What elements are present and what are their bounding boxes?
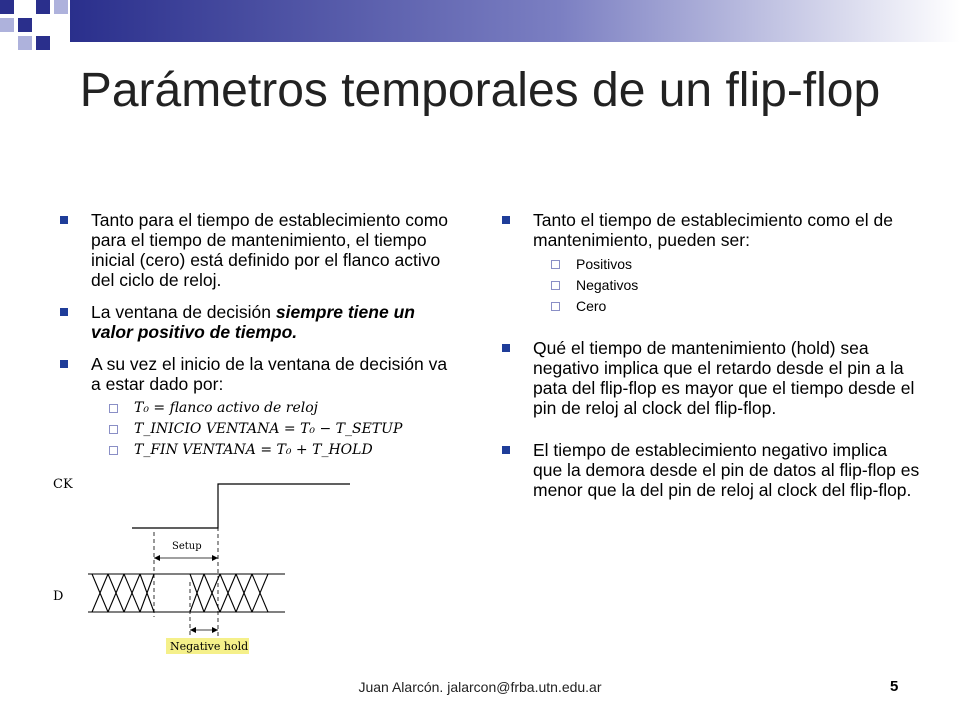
header-gradient bbox=[0, 0, 960, 50]
setup-arrow-head-right bbox=[212, 555, 218, 561]
negative-hold-label: Negative hold bbox=[170, 640, 249, 653]
bullet-definition: Tanto para el tiempo de establecimiento como para el tiempo de mantenimiento, el tiempo inicial (cero) está definido por el flanco activo del ciclo de reloj. bbox=[58, 210, 458, 290]
timing-diagram bbox=[50, 472, 350, 662]
bullet-can-be bbox=[500, 210, 920, 316]
hold-arrow-head-right bbox=[212, 627, 218, 633]
bullet-window bbox=[58, 302, 458, 342]
can-be-text: Tanto el tiempo de establecimiento como el de mantenimiento, pueden ser: bbox=[533, 210, 893, 250]
clock-waveform bbox=[132, 484, 350, 528]
setup-arrow-head-left bbox=[154, 555, 160, 561]
ck-label: CK bbox=[53, 477, 73, 492]
d-label: D bbox=[53, 589, 64, 604]
equation-window-start: T_INICIO VENTANA = T₀ − T_SETUP bbox=[91, 419, 458, 439]
page-number: 5 bbox=[890, 678, 899, 695]
right-column bbox=[500, 210, 920, 512]
bullet-window-start bbox=[58, 354, 458, 460]
footer-author: Juan Alarcón. jalarcon@frba.utn.edu.ar bbox=[358, 679, 602, 695]
bullet-negative-hold: Qué el tiempo de mantenimiento (hold) sea negativo implica que el retardo desde el pin a la pata del flip-flop es mayor que el tiempo desde el pin de reloj al clock del flip-flop. bbox=[500, 338, 920, 418]
bullet-negative-setup: El tiempo de establecimiento negativo implica que la demora desde el pin de datos al flip-flop es menor que la del pin de reloj al clock del flip-flop. bbox=[500, 440, 920, 500]
slide-title: Parámetros temporales de un flip-flop bbox=[79, 64, 881, 117]
window-emphasis: siempre tiene un valor positivo de tiempo. bbox=[91, 302, 415, 342]
sub-item-negative: Negativos bbox=[533, 275, 920, 295]
sub-item-zero: Cero bbox=[533, 296, 920, 316]
left-column bbox=[58, 210, 458, 472]
window-start-text: A su vez el inicio de la ventana de decisión va a estar dado por: bbox=[91, 354, 448, 394]
header-band bbox=[0, 0, 960, 50]
data-waveform bbox=[88, 574, 285, 612]
sub-item-positive: Positivos bbox=[533, 254, 920, 274]
equation-window-end: T_FIN VENTANA = T₀ + T_HOLD bbox=[91, 440, 458, 460]
setup-label: Setup bbox=[172, 541, 202, 552]
equation-t0: T₀ = flanco activo de reloj bbox=[91, 398, 458, 418]
window-text: La ventana de decisión bbox=[91, 302, 276, 322]
hold-arrow-head-left bbox=[190, 627, 196, 633]
